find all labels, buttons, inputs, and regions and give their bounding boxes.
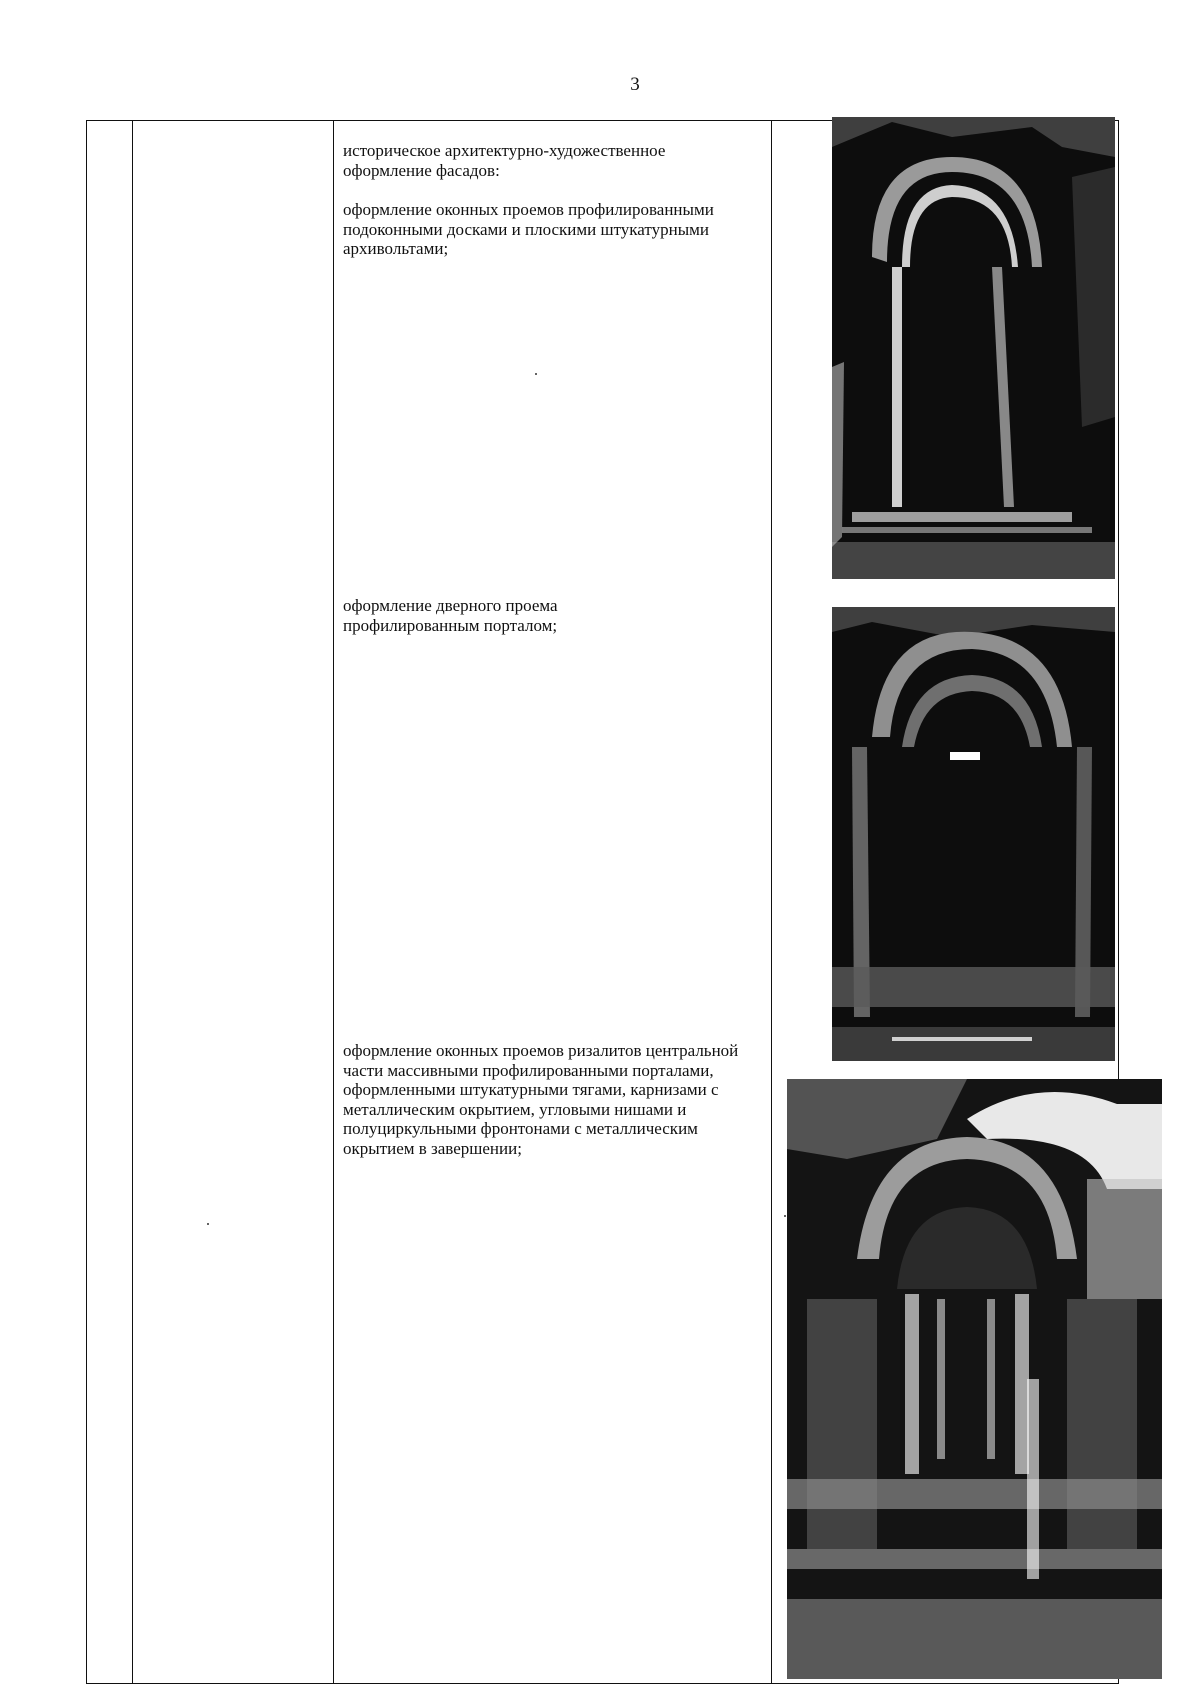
row-3-text — [343, 1041, 768, 1158]
scan-speck — [207, 1223, 209, 1225]
arched-doorway-photo — [832, 607, 1115, 1061]
portal-facade-photo — [787, 1079, 1162, 1679]
page-number: 3 — [630, 74, 640, 95]
arched-window-photo — [832, 117, 1115, 579]
section-heading: историческое архитектурно-художественное оформление фасадов: — [343, 141, 666, 180]
row-3-description: оформление оконных проемов ризалитов центральной части массивными профилированными порталами, оформленными штукатурными тягами, карнизами с металлическим окрытием, угловыми нишами и полуциркульными фронтонами с металлическим окрытием в завершении; — [343, 1041, 739, 1158]
scan-speck — [535, 373, 537, 375]
scan-speck — [784, 1215, 786, 1217]
row-2-text — [343, 596, 768, 635]
column-divider — [771, 121, 772, 1683]
column-divider — [132, 121, 133, 1683]
row-1-description: оформление оконных проемов профилированными подоконными досками и плоскими штукатурными архивольтами; — [343, 200, 714, 258]
document-table — [86, 120, 1119, 1684]
row-1-text — [343, 141, 768, 259]
column-divider — [333, 121, 334, 1683]
row-2-description: оформление дверного проема профилированным порталом; — [343, 596, 558, 635]
